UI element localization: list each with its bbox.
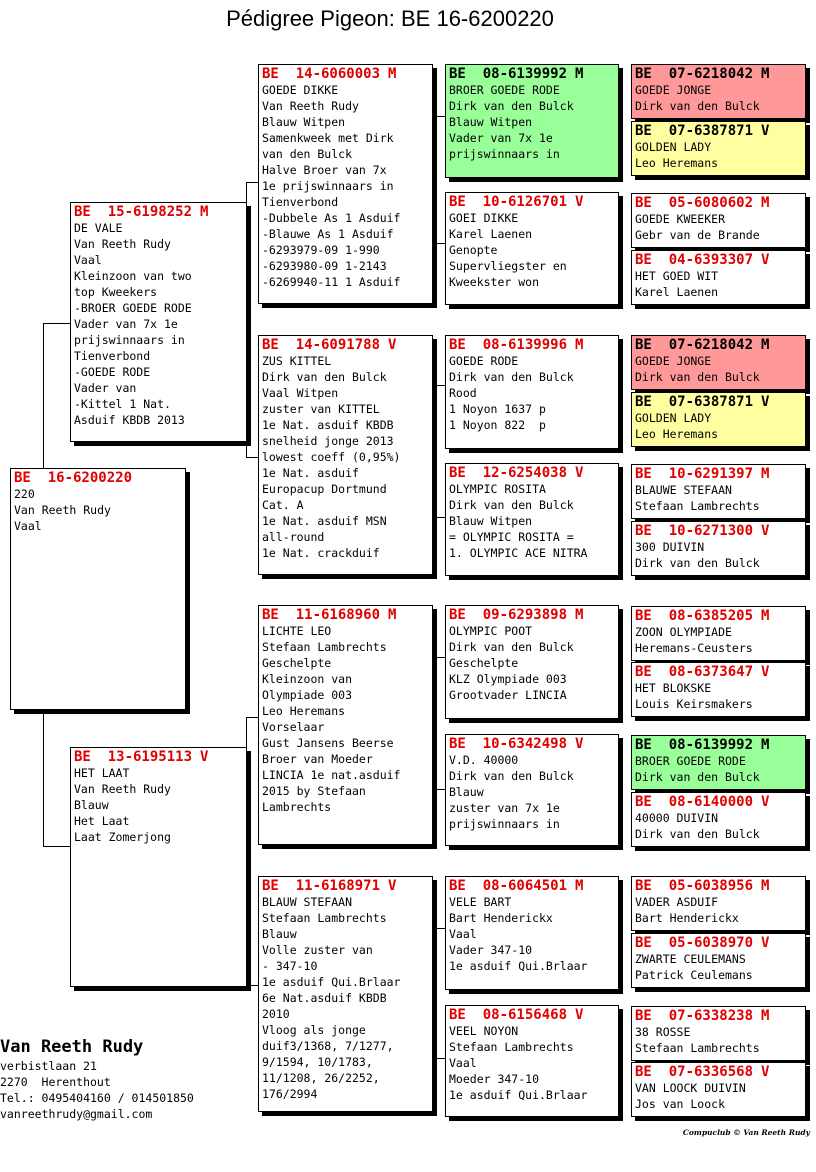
pigeon-card-mmm: BE 08-6156468 V VEEL NOYON Stefaan Lambrechts Vaal Moeder 347-10 1e asduif Qui.Brlaar — [445, 1005, 619, 1117]
pigeon-card-g3: BE 05-6080602 M GOEDE KWEEKER Gebr van de Brande — [631, 193, 806, 248]
sex-marker: M — [761, 1008, 770, 1024]
sex-marker: M — [761, 608, 770, 624]
sex-marker: M — [761, 737, 770, 753]
sex-marker: V — [761, 1064, 770, 1080]
pigeon-card-fff: BE 08-6139992 M BROER GOEDE RODE Dirk van den Bulck Blauw Witpen Vader van 7x 1e prijswinnaars in — [445, 64, 619, 178]
ring-number: BE 11-6168971 V — [262, 878, 397, 894]
pigeon-card-g14: BE 05-6038970 V ZWARTE CEULEMANS Patrick Ceulemans — [631, 933, 806, 988]
ring-number: BE 11-6168960 M — [262, 607, 397, 623]
sex-marker: V — [761, 523, 770, 539]
sex-marker: M — [761, 66, 770, 82]
pigeon-card-g15: BE 07-6338238 M 38 ROSSE Stefaan Lambrechts — [631, 1006, 806, 1061]
connector-line — [246, 717, 247, 749]
pigeon-card-fmm: BE 12-6254038 V OLYMPIC ROSITA Dirk van den Bulck Blauw Witpen = OLYMPIC ROSITA = 1. OLYMPIC ACE NITRA — [445, 463, 619, 576]
pigeon-card-mother-father: BE 11-6168960 M LICHTE LEO Stefaan Lambrechts Geschelpte Kleinzoon van Olympiade 003 Leo Heremans Vorselaar Gust Jansens Beerse Broer van Moeder LINCIA 1e nat.asduif 2015 by Stefaan Lambrechts — [258, 605, 433, 845]
connector-line — [432, 116, 445, 117]
ring-number: BE 08-6373647 V — [635, 664, 770, 680]
ring-number: BE 08-6139992 M — [449, 66, 584, 82]
connector-line — [43, 709, 44, 846]
ring-number: BE 14-6091788 V — [262, 337, 397, 353]
sex-marker: M — [761, 878, 770, 894]
pigeon-card-father-mother: BE 14-6091788 V ZUS KITTEL Dirk van den Bulck Vaal Witpen zuster van KITTEL 1e Nat. asduif KBDB snelheid jonge 2013 lowest coeff (0,95%) 1e Nat. asduif Europacup Dortmund Cat. A 1e Nat. asduif MSN all-round 1e Nat. crackduif — [258, 335, 433, 575]
sex-marker: M — [575, 607, 584, 623]
connector-line — [43, 323, 70, 324]
connector-line — [246, 985, 258, 986]
pigeon-card-g12: BE 08-6140000 V 40000 DUIVIN Dirk van den Bulck — [631, 792, 806, 847]
pigeon-card-mmf: BE 08-6064501 M VELE BART Bart Henderickx Vaal Vader 347-10 1e asduif Qui.Brlaar — [445, 876, 619, 990]
ring-number: BE 08-6140000 V — [635, 794, 770, 810]
connector-line — [432, 517, 445, 518]
pigeon-card-g5: BE 07-6218042 M GOEDE JONGE Dirk van den Bulck — [631, 335, 806, 390]
pigeon-card-ffm: BE 10-6126701 V GOEI DIKKE Karel Laenen Genopte Supervliegster en Kweekster won — [445, 192, 619, 305]
pigeon-card-g8: BE 10-6271300 V 300 DUIVIN Dirk van den Bulck — [631, 521, 806, 576]
pigeon-card-g6: BE 07-6387871 V GOLDEN LADY Leo Heremans — [631, 392, 806, 447]
pigeon-card-subject: BE 16-6200220 220 Van Reeth Rudy Vaal — [10, 468, 186, 710]
pigeon-card-father: BE 15-6198252 M DE VALE Van Reeth Rudy Vaal Kleinzoon van two top Kweekers -BROER GOEDE RODE Vader van 7x 1e prijswinnaars in Tienverbond -GOEDE RODE Vader van -Kittel 1 Nat. Asduif KBDB 2013 — [70, 202, 247, 442]
ring-number: BE 16-6200220 — [14, 470, 133, 486]
connector-line — [246, 717, 258, 718]
ring-number: BE 12-6254038 V — [449, 465, 584, 481]
connector-line — [432, 243, 445, 244]
pigeon-card-g1: BE 07-6218042 M GOEDE JONGE Dirk van den Bulck — [631, 64, 806, 119]
ring-number: BE 07-6336568 V — [635, 1064, 770, 1080]
sex-marker: V — [761, 794, 770, 810]
connector-line — [246, 457, 258, 458]
pigeon-card-mother-mother: BE 11-6168971 V BLAUW STEFAAN Stefaan Lambrechts Blauw Volle zuster van - 347-10 1e asduif Qui.Brlaar 6e Nat.asduif KBDB 2010 Vloog als jonge duif3/1368, 7/1277, 9/1594, 10/1783, 11/1208, 26/2252, 176/2994 — [258, 876, 433, 1112]
sex-marker: M — [575, 878, 584, 894]
owner-city: 2270 Herenthout — [0, 1075, 111, 1089]
ring-number: BE 08-6139996 M — [449, 337, 584, 353]
ring-number: BE 13-6195113 V — [74, 749, 209, 765]
ring-number: BE 15-6198252 M — [74, 204, 209, 220]
pigeon-card-g9: BE 08-6385205 M ZOON OLYMPIADE Heremans-Ceusters — [631, 606, 806, 661]
pigeon-card-mfm: BE 10-6342498 V V.D. 40000 Dirk van den Bulck Blauw zuster van 7x 1e prijswinnaars in — [445, 734, 619, 846]
connector-line — [432, 789, 445, 790]
footer-credit: Compuclub © Van Reeth Rudy — [682, 1128, 810, 1137]
pigeon-card-father-father: BE 14-6060003 M GOEDE DIKKE Van Reeth Rudy Blauw Witpen Samenkweek met Dirk van den Bulck Halve Broer van 7x 1e prijswinnaars in Tienverbond -Dubbele As 1 Asduif -Blauwe As 1 Asduif -6293979-09 1-990 -6293980-09 1-2143 -6269940-11 1 Asduif — [258, 64, 433, 304]
connector-line — [432, 657, 445, 658]
owner-info — [0, 1036, 194, 1122]
page-title: Pédigree Pigeon: BE 16-6200220 — [226, 6, 554, 31]
pigeon-card-g4: BE 04-6393307 V HET GOED WIT Karel Laenen — [631, 250, 806, 305]
pigeon-card-g10: BE 08-6373647 V HET BLOKSKE Louis Keirsmakers — [631, 662, 806, 717]
ring-number: BE 10-6291397 M — [635, 466, 770, 482]
ring-number: BE 07-6387871 V — [635, 394, 770, 410]
pigeon-card-mff: BE 09-6293898 M OLYMPIC POOT Dirk van den Bulck Geschelpte KLZ Olympiade 003 Grootvader LINCIA — [445, 605, 619, 719]
owner-email[interactable]: vanreethrudy@gmail.com — [0, 1107, 153, 1121]
pigeon-card-g7: BE 10-6291397 M BLAUWE STEFAAN Stefaan Lambrechts — [631, 464, 806, 519]
connector-line — [43, 846, 70, 847]
sex-marker: M — [575, 66, 584, 82]
sex-marker: M — [388, 607, 397, 623]
sex-marker: V — [575, 194, 584, 210]
ring-number: BE 08-6064501 M — [449, 878, 584, 894]
ring-number: BE 05-6038956 M — [635, 878, 770, 894]
sex-marker: M — [761, 466, 770, 482]
ring-number: BE 09-6293898 M — [449, 607, 584, 623]
ring-number: BE 07-6338238 M — [635, 1008, 770, 1024]
sex-marker: V — [761, 664, 770, 680]
sex-marker: V — [761, 394, 770, 410]
sex-marker: V — [761, 123, 770, 139]
sex-marker: M — [388, 66, 397, 82]
sex-marker: M — [761, 337, 770, 353]
ring-number: BE 05-6038970 V — [635, 935, 770, 951]
sex-marker: V — [761, 935, 770, 951]
sex-marker: V — [388, 878, 397, 894]
ring-number: BE 08-6139992 M — [635, 737, 770, 753]
connector-line — [43, 323, 44, 470]
sex-marker: V — [388, 337, 397, 353]
ring-number: BE 08-6385205 M — [635, 608, 770, 624]
sex-marker: V — [575, 465, 584, 481]
sex-marker: V — [575, 736, 584, 752]
ring-number: BE 07-6387871 V — [635, 123, 770, 139]
ring-number: BE 05-6080602 M — [635, 195, 770, 211]
connector-line — [432, 385, 445, 386]
pigeon-card-g2: BE 07-6387871 V GOLDEN LADY Leo Heremans — [631, 121, 806, 176]
ring-number: BE 14-6060003 M — [262, 66, 397, 82]
sex-marker: M — [761, 195, 770, 211]
ring-number: BE 10-6271300 V — [635, 523, 770, 539]
owner-phone: Tel.: 0495404160 / 014501850 — [0, 1091, 194, 1105]
connector-line — [246, 182, 258, 183]
sex-marker: M — [200, 204, 209, 220]
ring-number: BE 10-6342498 V — [449, 736, 584, 752]
sex-marker: V — [200, 749, 209, 765]
ring-number: BE 04-6393307 V — [635, 252, 770, 268]
owner-name: Van Reeth Rudy — [0, 1037, 144, 1057]
pigeon-card-g11: BE 08-6139992 M BROER GOEDE RODE Dirk van den Bulck — [631, 735, 806, 790]
pigeon-card-fmf: BE 08-6139996 M GOEDE RODE Dirk van den Bulck Rood 1 Noyon 1637 p 1 Noyon 822 p — [445, 335, 619, 449]
pigeon-card-g16: BE 07-6336568 V VAN LOOCK DUIVIN Jos van Loock — [631, 1062, 806, 1117]
sex-marker: V — [761, 252, 770, 268]
pigeon-card-g13: BE 05-6038956 M VADER ASDUIF Bart Henderickx — [631, 876, 806, 931]
connector-line — [432, 1058, 445, 1059]
connector-line — [432, 928, 445, 929]
ring-number: BE 10-6126701 V — [449, 194, 584, 210]
owner-address: verbistlaan 21 — [0, 1059, 97, 1073]
pigeon-card-mother: BE 13-6195113 V HET LAAT Van Reeth Rudy Blauw Het Laat Laat Zomerjong — [70, 747, 247, 987]
sex-marker: V — [575, 1007, 584, 1023]
ring-number: BE 08-6156468 V — [449, 1007, 584, 1023]
ring-number: BE 07-6218042 M — [635, 337, 770, 353]
sex-marker: M — [575, 337, 584, 353]
ring-number: BE 07-6218042 M — [635, 66, 770, 82]
